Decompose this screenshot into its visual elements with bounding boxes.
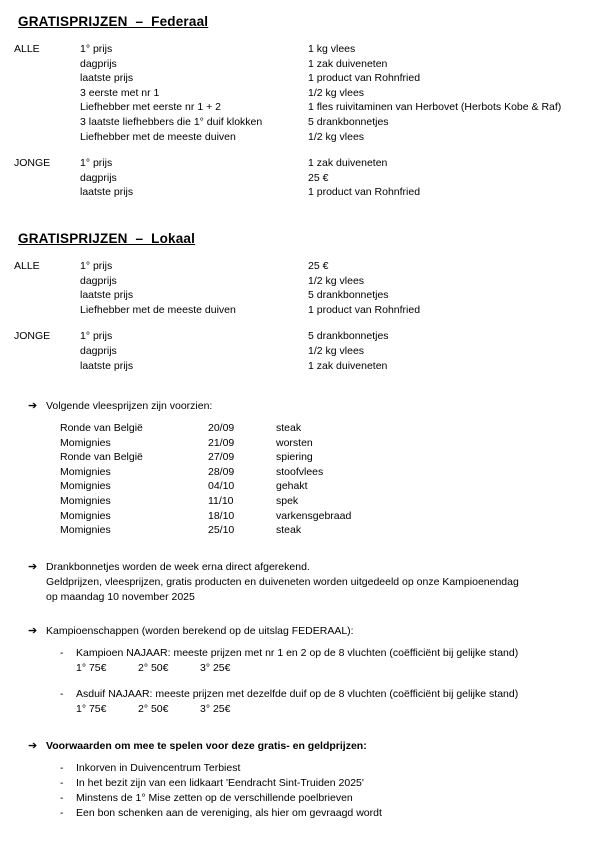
meat-prices-heading: Volgende vleesprijzen zijn voorzien: [46,400,213,413]
dash-icon: - [60,687,64,700]
tokens-line-2: Geldprijzen, vleesprijzen, gratis producten en duiveneten worden uitgedeeld op onze Kampioenendag [46,575,519,588]
meat-place: Momignies [60,509,111,522]
table-row [60,436,351,451]
championship-prizes [76,702,586,717]
prize-description: 1° prijs [80,259,113,272]
prize-value: 1 product van Rohnfried [308,303,421,316]
meat-date: 25/10 [208,524,235,537]
championship-label: Asduif NAJAAR: meeste prijzen met dezelfde duif op de 8 vluchten (coëfficiënt bij gelijke stand) [76,687,519,700]
spacer [14,373,586,399]
spacer [14,29,586,42]
table-row [14,130,586,145]
prize-description: Liefhebber met eerste nr 1 + 2 [80,101,221,114]
spacer [14,717,586,739]
meat-kind: worsten [276,436,313,449]
category-label: JONGE [14,157,51,170]
prize-value: 25 € [308,259,329,272]
meat-kind: spiering [276,451,313,464]
arrow-icon: ➔ [28,739,38,752]
prize-description: 1° prijs [80,330,113,343]
condition-item [60,806,586,821]
prize-value: 5 drankbonnetjes [308,330,389,343]
category-label: JONGE [14,330,51,343]
table-row [14,57,586,72]
arrow-icon: ➔ [28,400,38,413]
meat-kind: spek [276,495,299,508]
spacer [14,246,586,259]
meat-kind: gehakt [276,480,308,493]
prize-1: 1° 75€ [76,661,107,674]
table-row [60,421,351,436]
tokens-line-1: Drankbonnetjes worden de week erna direct afgerekend. [46,560,310,573]
table-row [14,329,586,344]
spacer [14,754,586,761]
meat-date: 21/09 [208,436,235,449]
championship-prizes [76,661,586,676]
meat-kind: steak [276,422,302,435]
meat-place: Momignies [60,495,111,508]
prize-description: dagprijs [80,344,117,357]
championships-heading-block [14,624,586,639]
table-row [14,303,586,318]
meat-place: Momignies [60,436,111,449]
table-row [60,523,351,538]
prize-description: laatste prijs [80,72,134,85]
table-row [60,450,351,465]
table-row [14,274,586,289]
dash-icon: - [60,806,64,819]
championship-label: Kampioen NAJAAR: meeste prijzen met nr 1 en 2 op de 8 vluchten (coëfficiënt bij gelijke stand) [76,646,519,659]
table-row [14,86,586,101]
condition-label: In het bezit zijn van een lidkaart 'Eendracht Sint-Truiden 2025' [76,776,364,789]
table-row [14,100,586,115]
prize-description: dagprijs [80,57,117,70]
prize-description: Liefhebber met de meeste duiven [80,130,236,143]
prize-value: 1 kg vlees [308,43,356,55]
meat-date: 28/09 [208,465,235,478]
meat-prices-heading-block [14,399,586,414]
prize-description: 3 laatste liefhebbers die 1° duif klokken [80,115,263,128]
championship-item [60,646,586,661]
prize-value: 1/2 kg vlees [308,130,365,143]
tokens-text [46,560,519,605]
section-title-federaal: GRATISPRIJZEN – Federaal [18,14,209,29]
condition-item [60,776,586,791]
meat-prices-table [60,421,351,538]
condition-label: Inkorven in Duivencentrum Terbiest [76,761,241,774]
arrow-icon: ➔ [28,560,38,573]
meat-place: Momignies [60,480,111,493]
table-row [14,171,586,186]
meat-date: 27/09 [208,451,235,464]
table-row [14,42,586,57]
prize-value: 1/2 kg vlees [308,274,365,287]
spacer [14,605,586,624]
spacer [14,200,586,231]
prize-description: dagprijs [80,274,117,287]
meat-date: 11/10 [208,495,234,508]
prize-value: 5 drankbonnetjes [308,289,389,302]
prize-2: 2° 50€ [138,661,169,674]
conditions-heading: Voorwaarden om mee te spelen voor deze gratis- en geldprijzen: [46,739,367,752]
championship-item [60,687,586,702]
prize-3: 3° 25€ [200,661,231,674]
tokens-block [14,560,586,605]
prize-description: Liefhebber met de meeste duiven [80,303,236,316]
condition-label: Een bon schenken aan de vereniging, als hier om gevraagd wordt [76,806,382,819]
prize-value: 25 € [308,171,329,184]
prize-value: 1 zak duiveneten [308,359,388,372]
meat-place: Ronde van België [60,422,143,435]
arrow-icon: ➔ [28,624,38,637]
prize-table-federaal [14,42,586,200]
prize-value: 1 fles ruivitaminen van Herbovet (Herbots Kobe & Raf) [308,101,562,114]
table-row [14,288,586,303]
table-row [60,479,351,494]
meat-date: 18/10 [208,509,235,522]
dash-icon: - [60,646,64,659]
dash-icon: - [60,791,64,804]
table-row [14,185,586,200]
meat-kind: steak [276,524,302,537]
prize-value: 1/2 kg vlees [308,344,365,357]
table-row [14,115,586,130]
spacer [14,676,586,687]
spacer [14,414,586,421]
prize-value: 1 zak duiveneten [308,57,388,70]
meat-date: 04/10 [208,480,235,493]
spacer [14,538,586,560]
condition-item [60,761,586,776]
table-row [14,359,586,374]
table-row [60,465,351,480]
condition-item [60,791,586,806]
prize-value: 1 zak duiveneten [308,157,388,170]
spacer [14,639,586,646]
meat-place: Momignies [60,465,111,478]
meat-kind: stoofvlees [276,465,324,478]
category-label: ALLE [14,259,40,272]
prize-value: 1/2 kg vlees [308,86,365,99]
prize-value: 5 drankbonnetjes [308,115,389,128]
prize-description: 3 eerste met nr 1 [80,86,160,99]
meat-date: 20/09 [208,422,235,435]
row-spacer [14,317,586,329]
dash-icon: - [60,761,64,774]
conditions-heading-block [14,739,586,754]
prize-description: laatste prijs [80,359,134,372]
prize-value: 1 product van Rohnfried [308,72,421,85]
meat-place: Ronde van België [60,451,143,464]
table-row [14,156,586,171]
prize-1: 1° 75€ [76,702,107,715]
prize-description: 1° prijs [80,157,113,170]
prize-description: laatste prijs [80,186,134,199]
table-row [14,259,586,274]
prize-table-lokaal [14,259,586,373]
row-spacer [14,144,586,156]
table-row [14,71,586,86]
championships-heading: Kampioenschappen (worden berekend op de uitslag FEDERAAL): [46,624,354,637]
prize-description: dagprijs [80,171,117,184]
meat-place: Momignies [60,524,111,537]
category-label: ALLE [14,43,40,55]
section-title-lokaal: GRATISPRIJZEN – Lokaal [18,230,196,246]
table-row [60,509,351,524]
condition-label: Minstens de 1° Mise zetten op de verschillende poelbrieven [76,791,353,804]
table-row [14,344,586,359]
prize-description: laatste prijs [80,289,134,302]
tokens-line-3: op maandag 10 november 2025 [46,590,195,603]
prize-2: 2° 50€ [138,702,169,715]
meat-kind: varkensgebraad [276,509,352,522]
prize-description: 1° prijs [80,43,113,55]
prize-value: 1 product van Rohnfried [308,186,421,199]
dash-icon: - [60,776,64,789]
prize-3: 3° 25€ [200,702,231,715]
table-row [60,494,351,509]
